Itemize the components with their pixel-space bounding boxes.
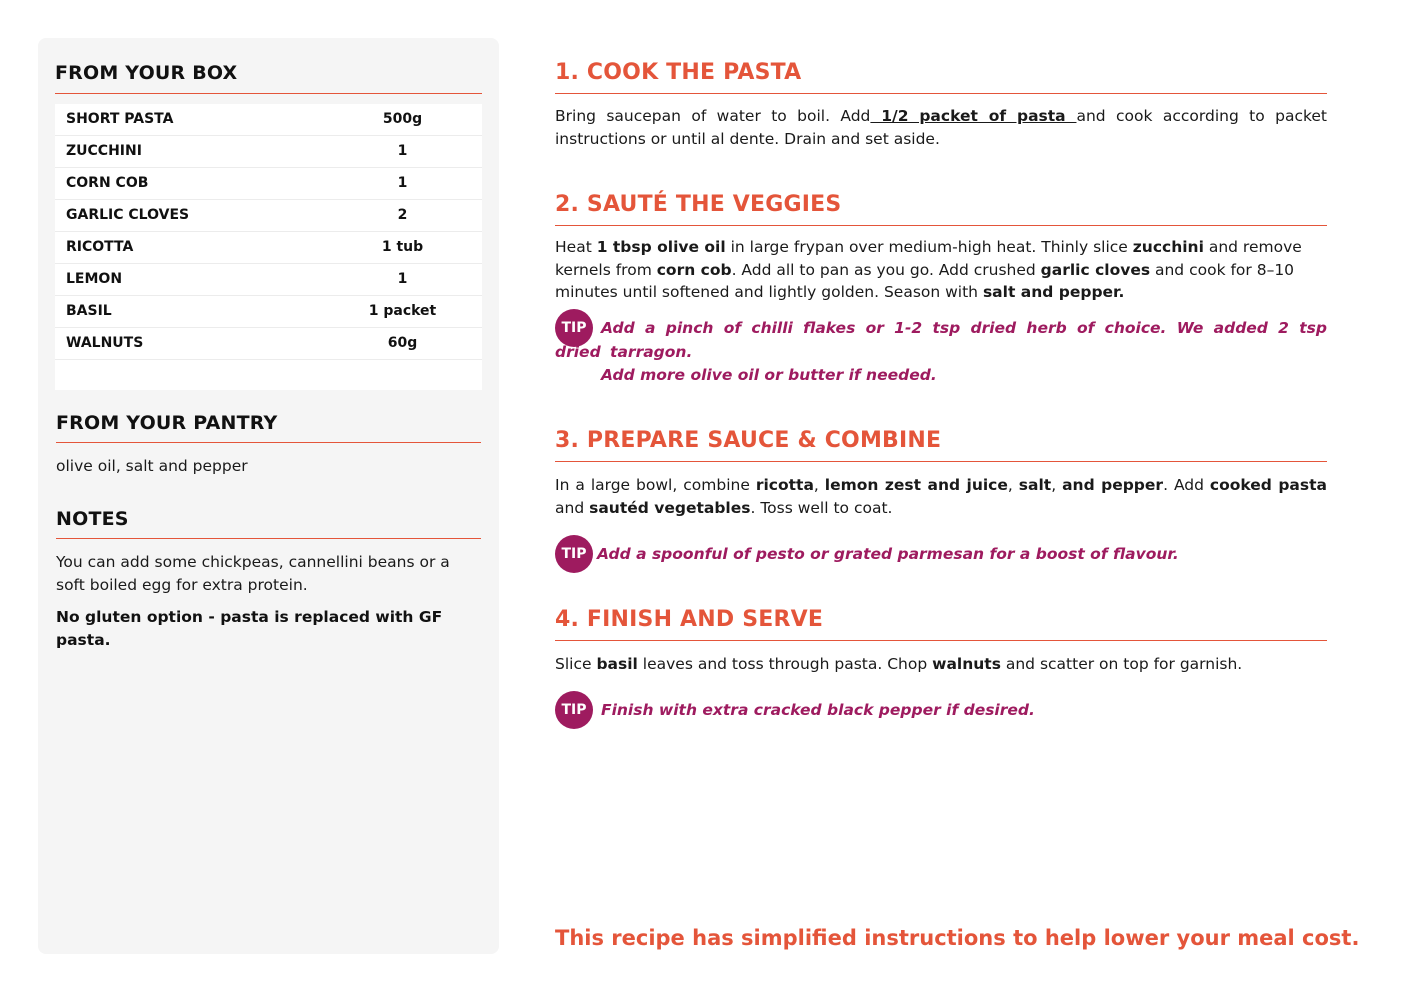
notes-text: You can add some chickpeas, cannellini beans or a soft boiled egg for extra protein. — [56, 553, 450, 594]
table-row — [55, 264, 482, 296]
step-4-text: Slice basil leaves and toss through pasta. Chop walnuts and scatter on top for garnish. — [555, 655, 1243, 673]
table-row — [55, 232, 482, 264]
step-2-tip-line-1: Add a pinch of chilli flakes or 1-2 tsp dried herb of choice. We added 2 tsp dried tarragon. — [555, 319, 1327, 361]
tip-badge: TIP — [555, 535, 593, 573]
step-3-title: 3. PREPARE SAUCE & COMBINE — [555, 428, 942, 453]
step-2-text: Heat 1 tbsp olive oil in large frypan over medium-high heat. Thinly slice zucchini and remove kernels from corn cob. Add all to pan as you go. Add crushed garlic cloves and cook for 8–10 minutes until softened and lightly golden. Season with salt and pepper. — [555, 238, 1302, 301]
ingredient-qty: 1 — [397, 143, 408, 159]
cost-saving-note: This recipe has simplified instructions to help lower your meal cost. — [555, 926, 1360, 950]
ingredient-qty: 2 — [397, 207, 408, 223]
step-1-text: Bring saucepan of water to boil. Add 1/2 packet of pasta and cook according to packet instructions or until al dente. Drain and set aside. — [555, 107, 1328, 148]
notes-gluten-option: No gluten option - pasta is replaced with GF pasta. — [56, 608, 443, 649]
ingredient-qty: 1 — [397, 175, 408, 191]
box-title: FROM YOUR BOX — [55, 62, 238, 84]
step-4-tip: Finish with extra cracked black pepper if desired. — [601, 701, 1035, 719]
step-3-text: In a large bowl, combine ricotta, lemon zest and juice, salt, and pepper. Add cooked pasta and sautéd vegetables. Toss well to coat. — [555, 476, 1327, 517]
ingredient-name: WALNUTS — [66, 335, 144, 351]
step-3-rule — [555, 461, 1327, 462]
ingredient-name: LEMON — [66, 271, 123, 287]
step-4-title: 4. FINISH AND SERVE — [555, 607, 824, 632]
notes-title: NOTES — [56, 508, 129, 530]
tip-badge: TIP — [555, 309, 593, 347]
box-title-rule — [55, 93, 482, 94]
table-row — [55, 296, 482, 328]
table-row — [55, 136, 482, 168]
table-row — [55, 328, 482, 360]
ingredient-qty: 500g — [382, 111, 423, 127]
ingredient-name: BASIL — [66, 303, 112, 319]
ingredient-name: ZUCCHINI — [66, 143, 142, 159]
step-2-title: 2. SAUTÉ THE VEGGIES — [555, 192, 842, 217]
ingredient-name: RICOTTA — [66, 239, 134, 255]
ingredient-qty: 1 tub — [381, 239, 424, 255]
step-1-title: 1. COOK THE PASTA — [555, 60, 802, 85]
table-row — [55, 168, 482, 200]
ingredient-qty: 1 packet — [368, 303, 437, 319]
ingredient-name: CORN COB — [66, 175, 149, 191]
notes-title-rule — [56, 538, 481, 539]
step-3-tip: Add a spoonful of pesto or grated parmesan for a boost of flavour. — [597, 545, 1179, 563]
pasta-amount: 1/2 packet of pasta — [870, 107, 1077, 125]
ingredient-name: SHORT PASTA — [66, 111, 174, 127]
step-1-rule — [555, 93, 1327, 94]
pantry-text: olive oil, salt and pepper — [56, 457, 248, 475]
table-row — [55, 200, 482, 232]
step-2-rule — [555, 225, 1327, 226]
step-2-tip-line-2: Add more olive oil or butter if needed. — [601, 366, 937, 384]
ingredient-qty: 1 — [397, 271, 408, 287]
tip-badge: TIP — [555, 691, 593, 729]
pantry-title-rule — [56, 442, 481, 443]
pantry-title: FROM YOUR PANTRY — [56, 412, 278, 434]
ingredient-qty: 60g — [387, 335, 418, 351]
ingredient-name: GARLIC CLOVES — [66, 207, 190, 223]
step-4-rule — [555, 640, 1327, 641]
box-ingredients-table — [55, 104, 482, 390]
table-row — [55, 104, 482, 136]
